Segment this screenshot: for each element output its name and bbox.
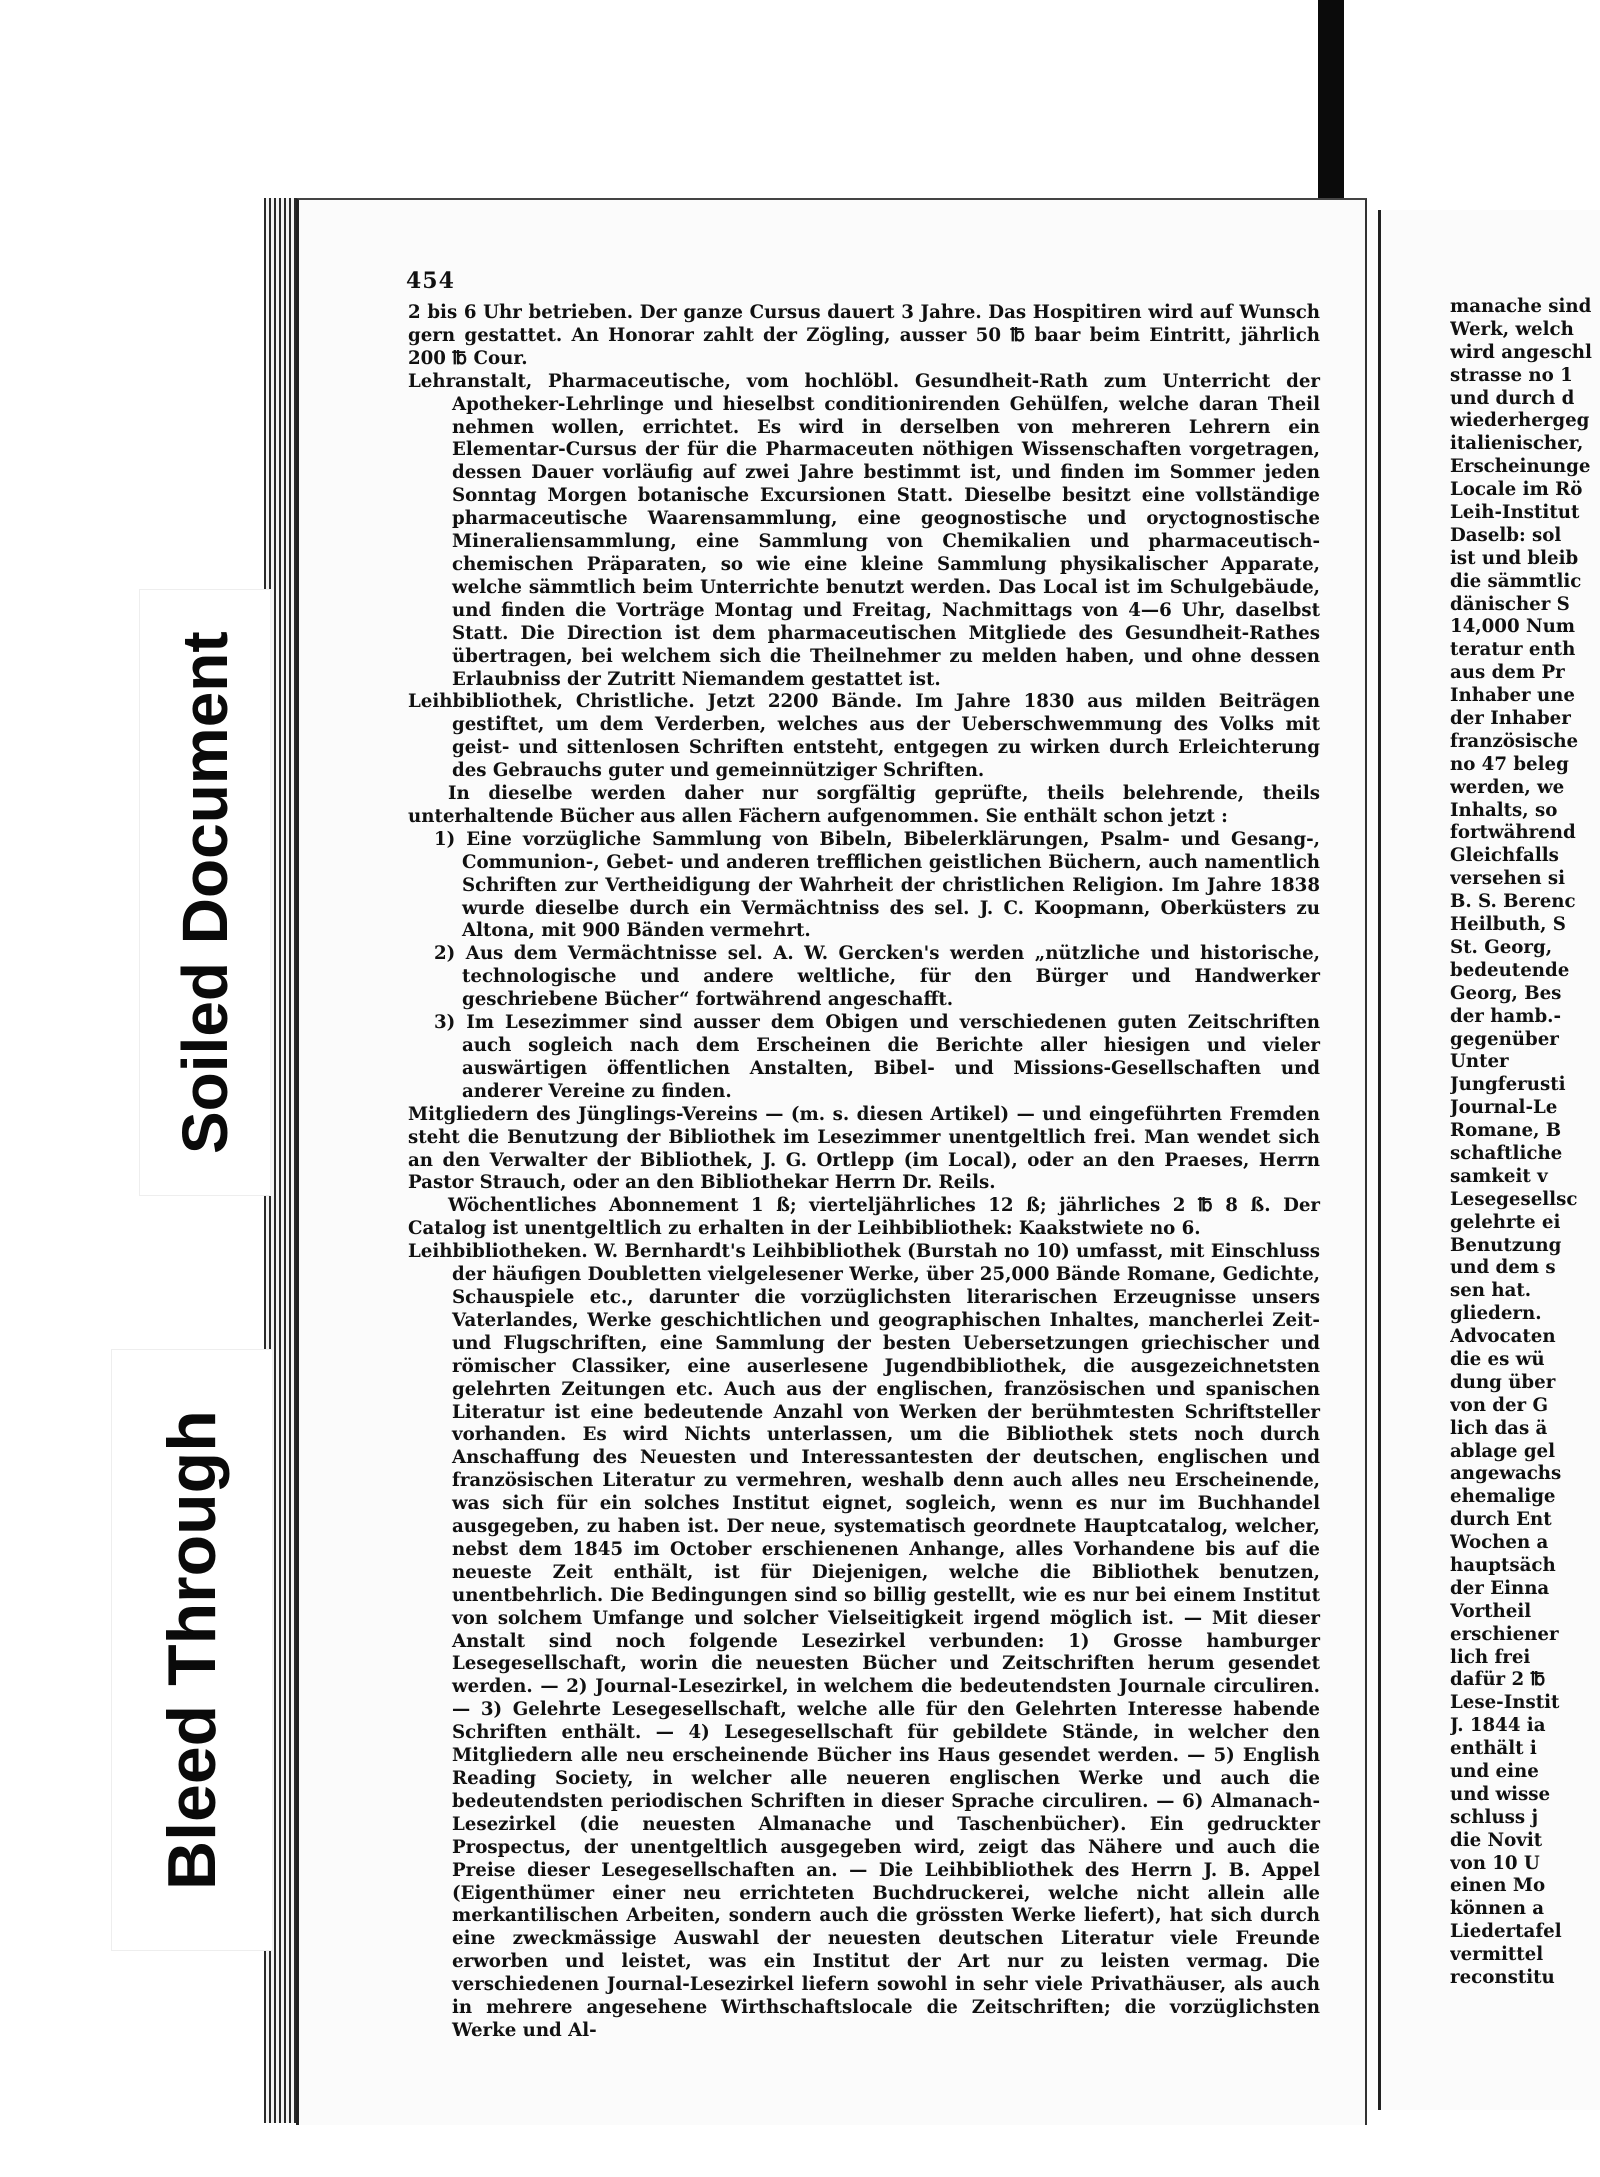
facing-page-line: italienischer, <box>1450 433 1584 455</box>
entry-leihbibliotheken: Leihbibliotheken. W. Bernhardt's Leihbibliothek (Burstah no 10) umfasst, mit Einschluss der häufigen Doubletten vielgelesener Werke, über 25,000 Bände Romane, Gedichte, Schauspiele etc., darunter die vorzüglichsten literarischen Erzeugnisse unsers Vaterlandes, Werke geschichtlichen und geographischen Inhaltes, mancherlei Zeit- und Flugschriften, eine Sammlung der besten Uebersetzungen griechischer und römischer Classiker, eine auserlesene Jugendbibliothek, die ausgezeichnetsten gelehrten Zeitungen etc. Auch aus der englischen, französischen und spanischen Literatur ist eine bedeutende Anzahl von Werken der berühmtesten Schriftsteller vorhanden. Es wird Nichts unterlassen, um die Bibliothek stets noch durch Anschaffung des Neuesten und Interessantesten der deutschen, englischen und französischen Literatur zu vermehren, weshalb denn auch alles neu Erscheinende, was sich für ein solches Institut eignet, sogleich, wenn es nur im Buchhandel ausgegeben, zu haben ist. Der neue, systematisch geordnete Hauptcatalog, welcher, nebst dem 1845 im October erschienenen Anhange, alles Vorhandene bis auf die neueste Zeit enthält, ist für Diejenigen, welche die Bibliothek benutzen, unentbehrlich. Die Bedingungen sind so billig gestellt, wie es nur bei einem Institut von solchem Umfange und solcher Vielseitigkeit irgend möglich ist. — Mit dieser Anstalt sind noch folgende Lesezirkel verbunden: 1) Grosse hamburger Lesegesellschaft, worin die neuesten Bücher und Zeitschriften herum gesendet werden. — 2) Journal-Lesezirkel, in welchem die bedeutendsten Journale circuliren. — 3) Gelehrte Lesegesellschaft, welche alle für den Gelehrten Interesse habende Schriften enthält. — 4) Lesegesellschaft für gebildete Stände, in welcher den Mitgliedern alle neu erscheinende Bücher ins Haus gesendet werden. — 5) English Reading Society, in welcher alle neueren englischen Werke und auch die bedeutendsten periodischen Schriften in dieser Sprache circuliren. — 6) Almanach-Lesezirkel (die neuesten Almanache und Taschenbücher). Ein gedruckter Prospectus, der unentgeltlich ausgegeben wird, zeigt das Nähere und auch die Preise dieser Lesegesellschaften an. — Die Leihbibliothek des Herrn J. B. Appel (Eigenthümer einer neu errichteten Buchdruckerei, welche nicht allein alle merkantilischen Arbeiten, sondern auch die grössten Werke liefert), hat sich durch eine zweckmässige Auswahl der neuesten deutschen Literatur viele Freunde erworben und leistet, was ein Institut der Art nur zu leisten vermag. Die verschiedenen Journal-Lesezirkel liefern sowohl in sehr viele Privathäuser, als auch in mehrere angesehene Wirthschaftslocale die Zeitschriften; die vorzüglichsten Werke und Al- <box>408 1241 1320 2041</box>
facing-page-line: Wochen a <box>1450 1532 1549 1554</box>
facing-page-line: lich das ä <box>1450 1417 1548 1439</box>
facing-page-line: und durch d <box>1450 387 1575 409</box>
entry-leihbibliothek-christliche: Leihbibliothek, Christliche. Jetzt 2200 Bände. Im Jahre 1830 aus milden Beiträgen gestiftet, um dem Verderben, welches aus der Ueberschwemmung des Volks mit geist- und sittenlosen Schriften entsteht, entgegen zu wirken durch Erleichterung des Gebrauchs guter und gemeinnütziger Schriften. <box>408 691 1320 782</box>
facing-page-line: B. S. Berenc <box>1450 891 1576 913</box>
facing-page-line: 14,000 Num <box>1450 616 1576 638</box>
paragraph-contents: In dieselbe werden daher nur sorgfältig geprüfte, theils belehrende, theils unterhaltende Bücher aus allen Fächern aufgenommen. Sie enthält schon jetzt : <box>408 783 1320 827</box>
paragraph-continuation: 2 bis 6 Uhr betrieben. Der ganze Cursus dauert 3 Jahre. Das Hospitiren wird auf Wunsch gern gestattet. An Honorar zahlt der Zögling, ausser 50 ℔ baar beim Eintritt, jährlich 200 ℔ Cour. <box>408 302 1320 369</box>
facing-page-line: Romane, B <box>1450 1120 1562 1142</box>
facing-page-line: lich frei <box>1450 1646 1531 1668</box>
entry-lehranstalt: Lehranstalt, Pharmaceutische, vom hochlöbl. Gesundheit-Rath zum Unterricht der Apotheker-Lehrlinge und hieselbst conditionirenden Gehülfen, welche daran Theil nehmen wollen, errichtet. Es wird in derselben von mehreren Lehrern ein Elementar-Cursus der für die Pharmaceuten nöthigen Wissenschaften vorgetragen, dessen Dauer vorläufig auf zwei Jahre bestimmt ist, und finden im Sommer jeden Sonntag Morgen botanische Excursionen Statt. Dieselbe besitzt eine vollständige pharmaceutische Waarensammlung, eine geognostische und oryctognostische Mineraliensammlung, eine Sammlung von Chemikalien und pharmaceutisch-chemischen Präparaten, so wie eine kleine Sammlung physikalischer Apparate, welche sämmtlich beim Unterrichte benutzt werden. Das Local ist im Schulgebäude, und finden die Vorträge Montag und Freitag, Nachmittags von 4—6 Uhr, daselbst Statt. Die Direction ist dem pharmaceutischen Mitgliede des Gesundheit-Rathes übertragen, bei welchem sich die Theilnehmer zu melden haben, und ohne dessen Erlaubniss der Zutritt Niemandem gestattet ist. <box>408 370 1320 690</box>
facing-page-line: enthält i <box>1450 1738 1537 1760</box>
facing-page-line: wird angeschl <box>1450 341 1592 363</box>
facing-page-line: von 10 U <box>1450 1852 1540 1874</box>
bleed-through-label: Bleed Through <box>112 1350 272 1950</box>
facing-page-line: Benutzung <box>1450 1234 1562 1256</box>
facing-page-line: aus dem Pr <box>1450 662 1565 684</box>
facing-page-line: erschiener <box>1450 1623 1559 1645</box>
facing-page-line: die es wü <box>1450 1348 1545 1370</box>
facing-page-line: ehemalige <box>1450 1486 1556 1508</box>
facing-page-line: von der G <box>1450 1394 1548 1416</box>
facing-page-line: ablage gel <box>1450 1440 1556 1462</box>
facing-page-line: J. 1844 ia <box>1450 1715 1546 1737</box>
facing-page-line: versehen si <box>1450 868 1566 890</box>
facing-page-line: gliedern. <box>1450 1303 1542 1325</box>
facing-page-line: Georg, Bes <box>1450 982 1562 1004</box>
facing-page-line: schluss j <box>1450 1806 1539 1828</box>
facing-page-line: einen Mo <box>1450 1875 1546 1897</box>
facing-page-line: gelehrte ei <box>1450 1211 1561 1233</box>
facing-page-line: der hamb.- <box>1450 1005 1562 1027</box>
facing-page-line: angewachs <box>1450 1463 1562 1485</box>
facing-page-line: können a <box>1450 1898 1545 1920</box>
facing-page-line: und dem s <box>1450 1257 1556 1279</box>
list-item-1: 1) Eine vorzügliche Sammlung von Bibeln, Bibelerklärungen, Psalm- und Gesang-, Communion-, Gebet- und anderen trefflichen geistlichen Büchern, auch namentlich Schriften zur Vertheidigung der Wahrheit der christlichen Religion. Im Jahre 1838 wurde dieselbe durch ein Vermächtniss des sel. J. C. Koopmann, Oberküsters zu Altona, mit 900 Bänden vermehrt. <box>434 828 1320 942</box>
list-item-2: 2) Aus dem Vermächtnisse sel. A. W. Gercken's werden „nützliche und historische, technologische und andere weltliche, für den Bürger und Handwerker geschriebene Bücher“ fortwährend angeschafft. <box>434 943 1320 1011</box>
facing-page-line: manache sind <box>1450 296 1592 317</box>
soiled-document-label: Soiled Document <box>140 590 270 1195</box>
facing-page-line: fortwährend <box>1450 822 1576 844</box>
facing-page-line: dänischer S <box>1450 593 1570 615</box>
facing-page-line: gegenüber <box>1450 1028 1559 1050</box>
page-number: 454 <box>406 268 455 294</box>
spine-bar <box>1318 0 1344 215</box>
facing-page-line: wiederhergeg <box>1450 410 1590 432</box>
facing-page-line: Gleichfalls <box>1450 845 1559 867</box>
facing-page-line: samkeit v <box>1450 1165 1548 1187</box>
text-column <box>408 302 1320 2043</box>
facing-page-line: no 47 beleg <box>1450 753 1569 775</box>
facing-page-line: dafür 2 ℔ <box>1450 1669 1546 1691</box>
facing-page-line: vermittel <box>1450 1944 1544 1966</box>
facing-page-line: und eine <box>1450 1761 1539 1782</box>
facing-page-line: Inhaber une <box>1450 685 1575 707</box>
facing-page-line: Daselb: sol <box>1450 524 1562 546</box>
facing-page-line: Inhalts, so <box>1450 799 1558 821</box>
facing-page-text <box>1450 296 1600 1990</box>
facing-page-line: sen hat. <box>1450 1280 1532 1302</box>
facing-page-line: Liedertafel <box>1450 1921 1562 1943</box>
facing-page-line: schaftliche <box>1450 1142 1563 1164</box>
facing-page-line: durch Ent <box>1450 1509 1552 1531</box>
facing-page-line: Erscheinunge <box>1450 456 1591 478</box>
facing-page-line: Journal-Le <box>1450 1097 1558 1119</box>
facing-page-line: Advocaten <box>1450 1326 1556 1348</box>
facing-page-line: teratur enth <box>1450 639 1576 661</box>
facing-page-line: Heilbuth, S <box>1450 914 1566 936</box>
facing-page-line: ist und bleib <box>1450 547 1579 569</box>
facing-page-line: werden, we <box>1450 776 1565 798</box>
facing-page-line: Jungferusti <box>1450 1074 1566 1096</box>
facing-page-line: hauptsäch <box>1450 1554 1556 1576</box>
facing-page-line: strasse no 1 <box>1450 364 1573 386</box>
facing-page-line: der Inhaber <box>1450 708 1571 730</box>
facing-page-line: der Einna <box>1450 1577 1550 1599</box>
facing-page-line: Unter <box>1450 1051 1509 1073</box>
facing-page-line: Vortheil <box>1450 1600 1532 1622</box>
facing-page-line: die Novit <box>1450 1829 1543 1851</box>
facing-page-line: Werk, welch <box>1450 318 1574 340</box>
facing-page-line: Lesegesellsc <box>1450 1188 1578 1210</box>
facing-page-line: die sämmtlic <box>1450 570 1582 592</box>
facing-page-line: Lese-Instit <box>1450 1692 1560 1714</box>
facing-page-line: dung über <box>1450 1371 1556 1393</box>
facing-page-line: St. Georg, <box>1450 936 1553 958</box>
paragraph-abonnement: Wöchentliches Abonnement 1 ß; vierteljährliches 12 ß; jährliches 2 ℔ 8 ß. Der Catalog ist unentgeltlich zu erhalten in der Leihbibliothek: Kaakstwiete no 6. <box>408 1195 1320 1240</box>
facing-page-line: reconstitu <box>1450 1967 1555 1989</box>
facing-page-line: französische <box>1450 730 1579 752</box>
facing-page-line: und wisse <box>1450 1783 1551 1805</box>
paragraph-mitgliedern: Mitgliedern des Jünglings-Vereins — (m. s. diesen Artikel) — und eingeführten Fremden steht die Benutzung der Bibliothek im Lesezimmer unentgeltlich frei. Man wendet sich an den Verwalter der Bibliothek, J. G. Ortlepp (im Local), oder an den Praeses, Herrn Pastor Strauch, oder an den Bibliothekar Herrn Dr. Reils. <box>408 1103 1320 1194</box>
facing-page-line: bedeutende <box>1450 959 1570 981</box>
facing-page-line: Leih-Institut <box>1450 502 1580 524</box>
list-item-3: 3) Im Lesezimmer sind ausser dem Obigen und verschiedenen guten Zeitschriften auch sogleich nach dem Erscheinen die Berichte aller hiesigen und vieler auswärtigen öffentlichen Anstalten, Bibel- und Missions-Gesellschaften und anderer Vereine zu finden. <box>434 1012 1320 1102</box>
facing-page-line: Locale im Rö <box>1450 479 1583 501</box>
